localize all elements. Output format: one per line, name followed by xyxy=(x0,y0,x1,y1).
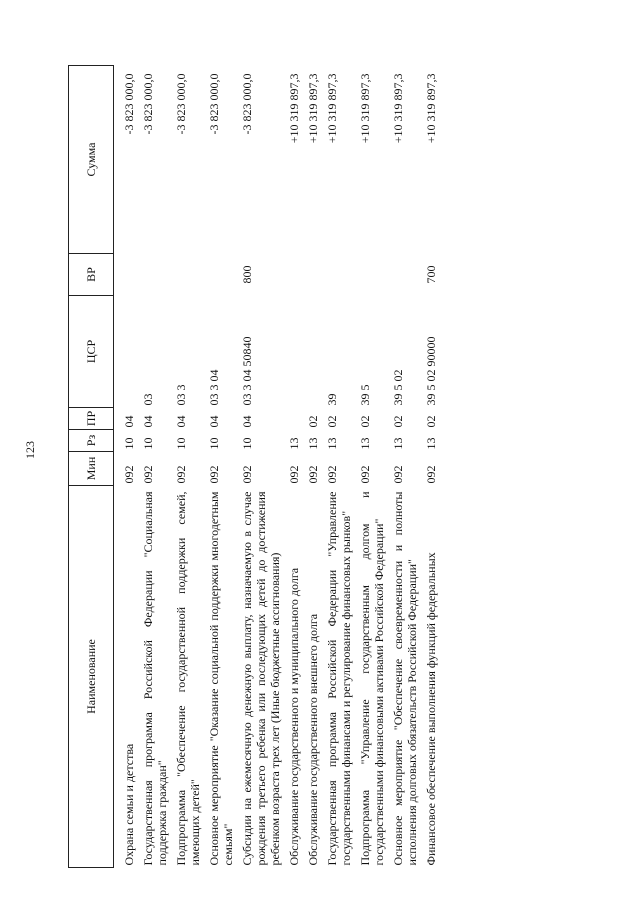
row-name: Финансовое обеспечение выполнения функций федеральных xyxy=(424,552,438,866)
row-name: Государственная программа Российской Федерации "Управление государственными финансами и регулирование финансовых рынков" xyxy=(325,491,353,866)
row-min: 092 xyxy=(424,465,438,484)
table-row xyxy=(356,66,389,868)
row-rz: 13 xyxy=(287,437,301,450)
row-name: Обслуживание государственного внешнего долга xyxy=(306,613,320,866)
row-name: Охрана семьи и детства xyxy=(122,743,136,866)
row-sum: -3 823 000,0 xyxy=(141,73,155,135)
row-pr: 02 xyxy=(358,415,372,428)
row-sum: -3 823 000,0 xyxy=(240,73,254,135)
row-rz: 10 xyxy=(122,437,136,450)
row-rz: 13 xyxy=(358,437,372,450)
header-sum: Сумма xyxy=(69,66,114,254)
row-name: Подпрограмма "Обеспечение государственной поддержки семей, имеющих детей" xyxy=(174,491,202,866)
row-pr: 04 xyxy=(141,415,155,428)
row-sum: -3 823 000,0 xyxy=(174,73,188,135)
row-vr xyxy=(114,254,140,296)
row-sum: +10 319 897,3 xyxy=(391,73,405,144)
row-rz: 13 xyxy=(306,437,320,450)
row-csr: 03 3 xyxy=(174,384,188,406)
row-min: 092 xyxy=(122,465,136,484)
row-rz: 10 xyxy=(141,437,155,450)
table-row xyxy=(389,66,422,868)
row-vr xyxy=(139,254,172,296)
table-row xyxy=(114,66,140,868)
row-pr: 02 xyxy=(306,415,320,428)
row-sum: +10 319 897,3 xyxy=(287,73,301,144)
row-name: Государственная программа Российской Федерации "Социальная поддержка граждан" xyxy=(141,491,169,866)
row-vr xyxy=(323,254,356,296)
header-csr: ЦСР xyxy=(69,296,114,408)
table-row xyxy=(139,66,172,868)
row-vr xyxy=(304,254,323,296)
row-pr: 02 xyxy=(391,415,405,428)
row-rz: 13 xyxy=(325,437,339,450)
row-name: Обслуживание государственного и муниципального долга xyxy=(287,567,301,866)
row-name: Основное мероприятие "Оказание социальной поддержки многодетным семьям" xyxy=(207,491,235,866)
header-rz: Рз xyxy=(69,430,114,452)
row-sum: +10 319 897,3 xyxy=(306,73,320,144)
table-row xyxy=(323,66,356,868)
row-rz: 13 xyxy=(424,437,438,450)
table-header-row xyxy=(69,66,114,868)
row-csr: 03 3 04 50840 xyxy=(240,336,254,406)
row-rz: 10 xyxy=(240,437,254,450)
table-row xyxy=(304,66,323,868)
row-sum: +10 319 897,3 xyxy=(325,73,339,144)
row-vr xyxy=(389,254,422,296)
row-min: 092 xyxy=(325,465,339,484)
row-pr: 02 xyxy=(325,415,339,428)
row-pr: 02 xyxy=(424,415,438,428)
row-pr: 04 xyxy=(174,415,188,428)
row-sum: -3 823 000,0 xyxy=(207,73,221,135)
table-row xyxy=(205,66,238,868)
row-name: Подпрограмма "Управление государственным долгом и государственными финансовыми активами Российской Федерации" xyxy=(358,491,386,866)
row-min: 092 xyxy=(306,465,320,484)
header-pr: ПР xyxy=(69,408,114,430)
row-sum: +10 319 897,3 xyxy=(358,73,372,144)
row-csr: 39 5 xyxy=(358,384,372,406)
row-min: 092 xyxy=(391,465,405,484)
row-vr xyxy=(285,254,304,296)
header-name: Наименование xyxy=(69,486,114,868)
row-name: Основное мероприятие "Обеспечение своевременности и полноты исполнения долговых обязательств Российской Федерации" xyxy=(391,491,419,866)
row-vr: 800 xyxy=(240,265,254,284)
row-csr: 39 5 02 xyxy=(391,369,405,406)
row-pr: 04 xyxy=(122,415,136,428)
row-csr xyxy=(285,296,304,408)
row-min: 092 xyxy=(240,465,254,484)
row-csr: 03 3 04 xyxy=(207,369,221,406)
row-csr: 03 xyxy=(141,393,155,406)
row-csr: 39 5 02 90000 xyxy=(424,336,438,406)
row-sum: +10 319 897,3 xyxy=(424,73,438,144)
page-number: 123 xyxy=(23,441,37,459)
row-pr: 04 xyxy=(240,415,254,428)
row-name: Субсидии на ежемесячную денежную выплату, назначаемую в случае рождения третьего ребенка или последующих детей до достижения ребенком возраста трех лет (Иные бюджетные ассигнования) xyxy=(240,491,282,866)
rotated-table-wrapper xyxy=(68,66,628,868)
row-rz: 13 xyxy=(391,437,405,450)
table-row xyxy=(422,66,441,868)
row-rz: 10 xyxy=(174,437,188,450)
header-min: Мин xyxy=(69,452,114,486)
row-csr xyxy=(304,296,323,408)
row-min: 092 xyxy=(174,465,188,484)
row-rz: 10 xyxy=(207,437,221,450)
row-min: 092 xyxy=(141,465,155,484)
table-row xyxy=(238,66,285,868)
header-vr: ВР xyxy=(69,254,114,296)
row-pr: 04 xyxy=(207,415,221,428)
table-row xyxy=(285,66,304,868)
row-sum: -3 823 000,0 xyxy=(122,73,136,135)
table-row xyxy=(172,66,205,868)
budget-table xyxy=(68,65,441,868)
row-min: 092 xyxy=(287,465,301,484)
row-csr: 39 xyxy=(325,393,339,406)
row-vr: 700 xyxy=(424,265,438,284)
row-vr xyxy=(172,254,205,296)
row-min: 092 xyxy=(358,465,372,484)
row-csr xyxy=(114,296,140,408)
row-vr xyxy=(205,254,238,296)
row-pr xyxy=(285,408,304,430)
row-min: 092 xyxy=(207,465,221,484)
row-vr xyxy=(356,254,389,296)
